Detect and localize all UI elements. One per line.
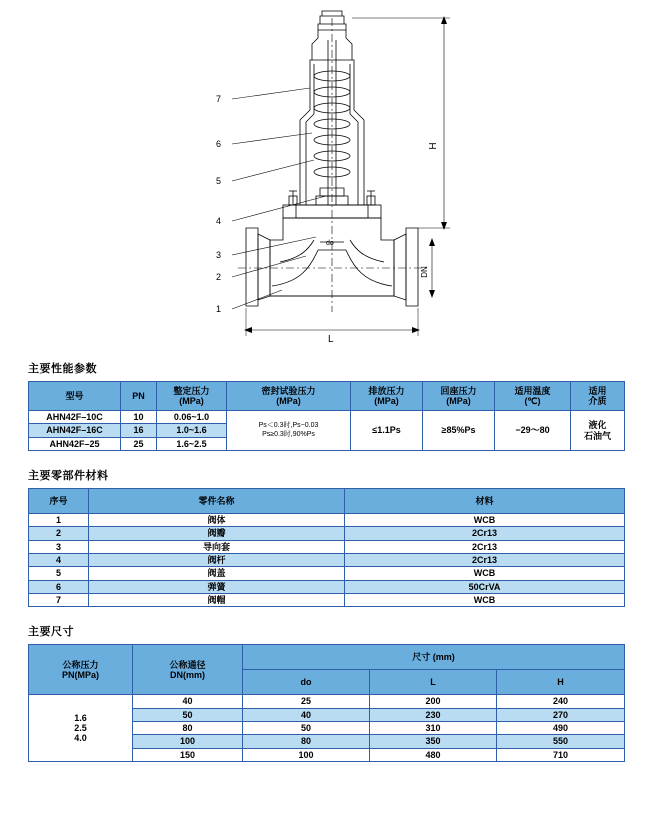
dim-label-do: do [326,240,334,247]
dim-l: 310 [370,722,497,735]
part-name: 阀瓣 [89,527,345,540]
part-material: WCB [345,594,625,607]
table-row [29,527,625,540]
table-row [29,554,625,567]
part-name: 阀杆 [89,554,345,567]
perf-col-discharge: 排放压力 (MPa) [351,382,423,411]
dim-col-size-group: 尺寸 (mm) [243,645,625,670]
dim-l: 230 [370,708,497,721]
dimensions-table [28,644,625,762]
dim-label-H: H [428,142,439,150]
table-row [29,594,625,607]
perf-col-temperature: 适用温度 (℃) [495,382,571,411]
table-row [29,695,625,708]
part-no: 6 [29,580,89,593]
perf-temperature: −29～80 [495,411,571,451]
table-row [29,540,625,553]
perf-seal-test: Ps＜0.3时,Ps−0.03 Ps≥0.3时,90%Ps [227,411,351,451]
dim-dn: 40 [133,695,243,708]
dim-label-L: L [328,334,334,345]
parts-col-no: 序号 [29,489,89,514]
perf-col-seal-test: 密封试验压力 (MPa) [227,382,351,411]
perf-model: AHN42F–16C [29,424,121,437]
valve-technical-drawing [0,0,652,360]
dim-h: 710 [497,748,625,761]
perf-model: AHN42F–25 [29,437,121,450]
parts-col-name: 零件名称 [89,489,345,514]
dim-dn: 100 [133,735,243,748]
dim-do: 40 [243,708,370,721]
table-row [29,580,625,593]
parts-table [28,488,625,607]
part-material: WCB [345,567,625,580]
table-row [29,514,625,527]
perf-reseat: ≥85%Ps [423,411,495,451]
dimensions-section-title: 主要尺寸 [28,626,74,639]
perf-col-set-pressure: 整定压力 (MPa) [157,382,227,411]
perf-medium: 液化 石油气 [571,411,625,451]
dim-col-dn: 公称通径 DN(mm) [133,645,243,695]
callout-3: 3 [216,250,222,260]
perf-discharge: ≤1.1Ps [351,411,423,451]
dim-col-do: do [243,670,370,695]
dim-do: 100 [243,748,370,761]
parts-header-row [29,489,625,514]
part-material: 2Cr13 [345,527,625,540]
perf-set: 0.06~1.0 [157,411,227,424]
part-no: 4 [29,554,89,567]
part-no: 1 [29,514,89,527]
perf-col-medium: 适用 介质 [571,382,625,411]
callout-7: 7 [216,94,222,104]
dim-label-DN: DN [420,266,429,278]
perf-set: 1.6~2.5 [157,437,227,450]
performance-section-title: 主要性能参数 [28,363,97,375]
part-no: 7 [29,594,89,607]
dim-h: 240 [497,695,625,708]
part-name: 阀帽 [89,594,345,607]
performance-header-row [29,382,625,411]
dim-dn: 80 [133,722,243,735]
callout-6: 6 [216,139,222,149]
callout-1: 1 [216,304,222,314]
dim-pressure-values: 1.6 2.5 4.0 [29,695,133,762]
part-no: 3 [29,540,89,553]
perf-col-pn: PN [121,382,157,411]
parts-section-title: 主要零部件材料 [28,470,109,483]
perf-set: 1.0~1.6 [157,424,227,437]
dim-col-l: L [370,670,497,695]
table-row [29,567,625,580]
dim-h: 550 [497,735,625,748]
part-material: WCB [345,514,625,527]
dim-col-h: H [497,670,625,695]
dim-l: 350 [370,735,497,748]
part-material: 2Cr13 [345,540,625,553]
perf-col-reseat: 回座压力 (MPa) [423,382,495,411]
dim-h: 270 [497,708,625,721]
dim-h: 490 [497,722,625,735]
part-name: 阀体 [89,514,345,527]
part-name: 弹簧 [89,580,345,593]
table-row [29,411,625,424]
dimensions-header-row-1 [29,645,625,670]
callout-4: 4 [216,216,222,226]
perf-pn: 16 [121,424,157,437]
perf-col-model: 型号 [29,382,121,411]
perf-model: AHN42F–10C [29,411,121,424]
part-no: 2 [29,527,89,540]
part-material: 50CrVA [345,580,625,593]
parts-col-material: 材料 [345,489,625,514]
performance-table [28,381,625,451]
perf-pn: 10 [121,411,157,424]
dim-l: 480 [370,748,497,761]
dim-do: 80 [243,735,370,748]
dim-do: 25 [243,695,370,708]
dim-do: 50 [243,722,370,735]
part-name: 阀盖 [89,567,345,580]
callout-2: 2 [216,272,222,282]
dim-dn: 50 [133,708,243,721]
dim-col-pressure: 公称压力 PN(MPa) [29,645,133,695]
dim-l: 200 [370,695,497,708]
part-name: 导向套 [89,540,345,553]
dim-dn: 150 [133,748,243,761]
perf-pn: 25 [121,437,157,450]
callout-5: 5 [216,176,222,186]
part-material: 2Cr13 [345,554,625,567]
part-no: 5 [29,567,89,580]
